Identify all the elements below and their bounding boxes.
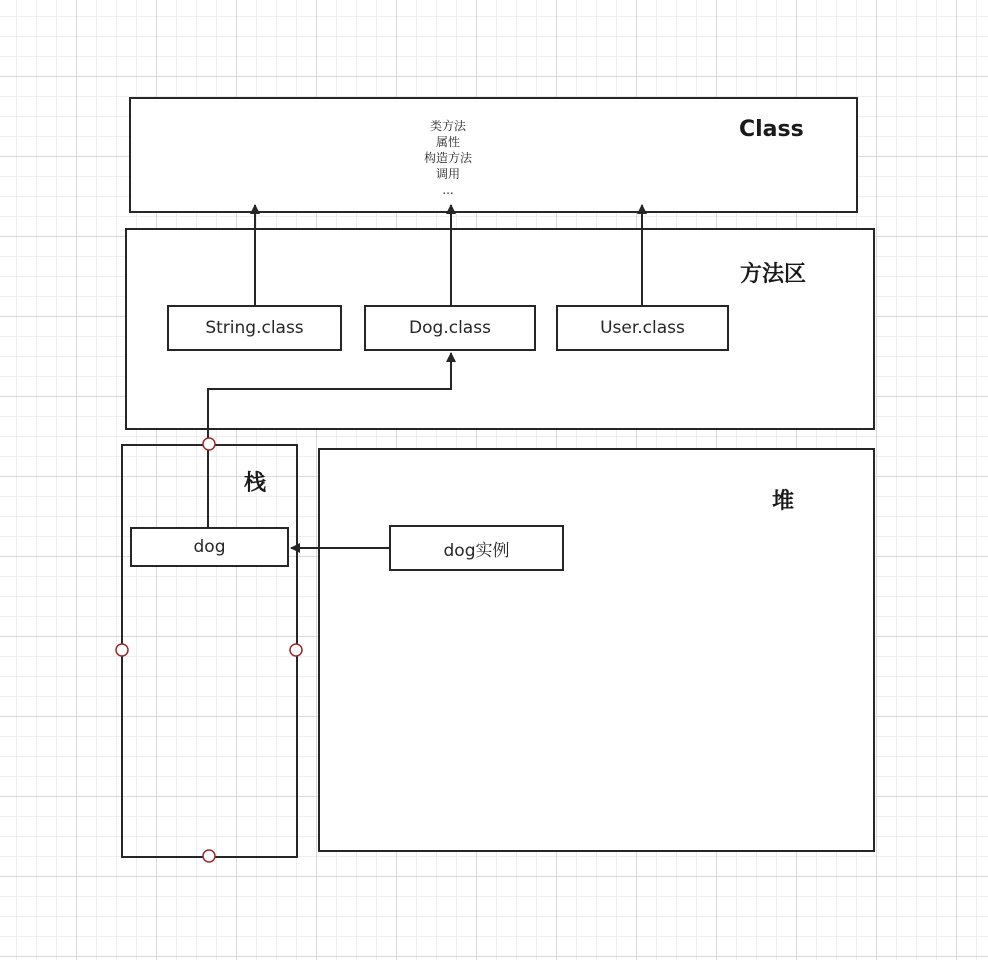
stack-top-handle[interactable] — [203, 438, 215, 450]
method-area-title: 方法区 — [740, 262, 807, 287]
dog-instance-node[interactable]: dog实例 — [389, 525, 564, 571]
note-invoke: 调用 — [435, 167, 460, 181]
stack-title: 栈 — [244, 471, 267, 496]
class-area-title: Class — [739, 117, 804, 142]
dog-variable-node[interactable]: dog — [130, 527, 289, 567]
heap-title: 堆 — [772, 489, 795, 514]
user-class-node[interactable]: User.class — [556, 305, 729, 351]
stack-left-handle[interactable] — [116, 644, 128, 656]
note-attributes: 属性 — [435, 135, 460, 149]
stack-bottom-handle[interactable] — [203, 850, 215, 862]
note-ellipsis: ... — [442, 183, 454, 197]
stack-right-handle[interactable] — [290, 644, 302, 656]
note-class-methods: 类方法 — [429, 119, 466, 133]
dog-class-node[interactable]: Dog.class — [364, 305, 536, 351]
note-constructors: 构造方法 — [423, 151, 472, 165]
arrow-dog-variable-to-dog-class[interactable] — [208, 353, 451, 527]
string-class-node[interactable]: String.class — [167, 305, 342, 351]
